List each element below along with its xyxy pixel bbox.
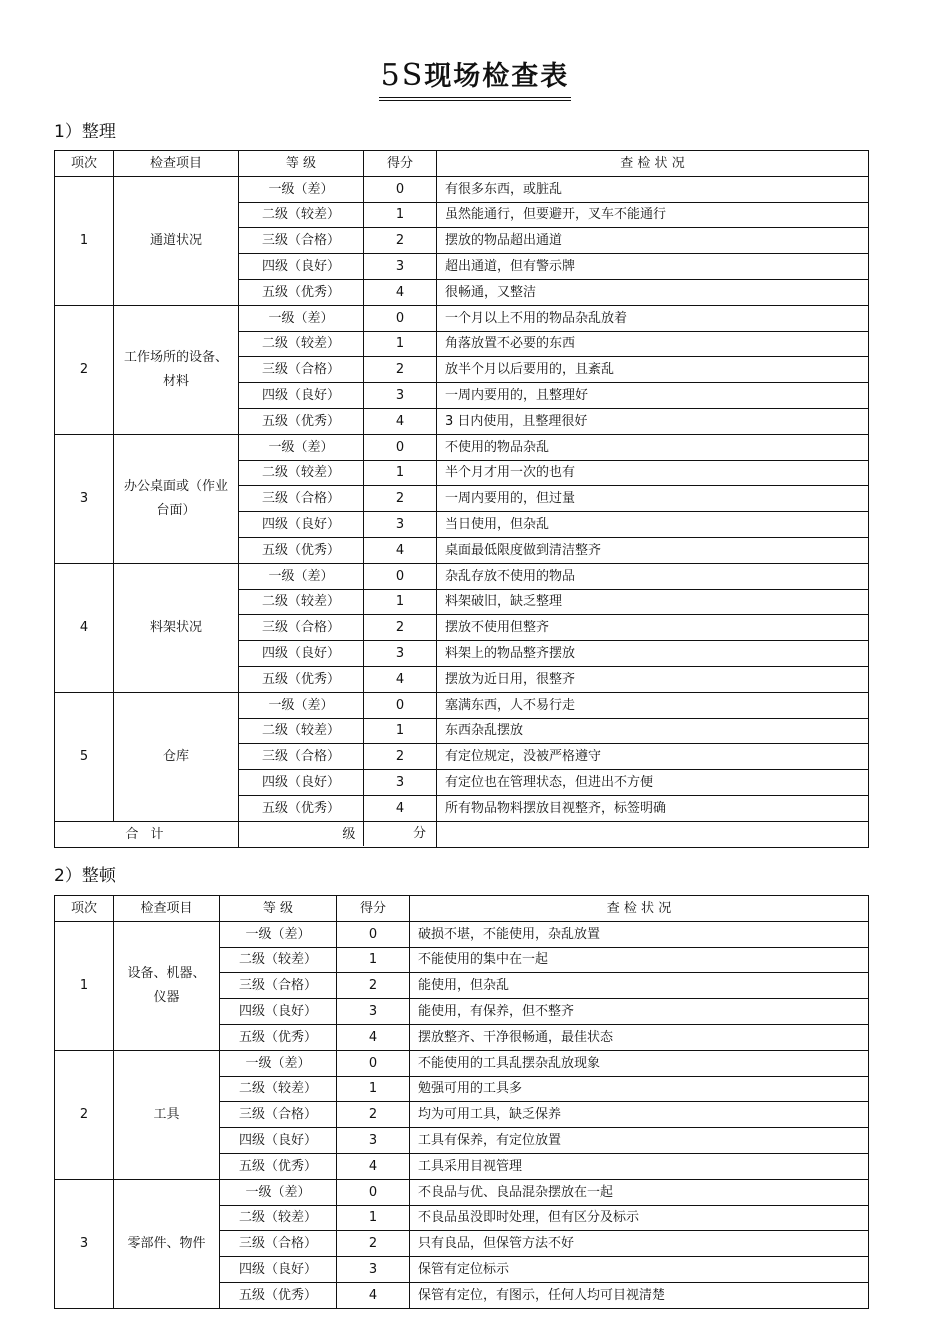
score-cell: 0	[364, 176, 437, 202]
score-cell: 4	[364, 666, 437, 692]
status-cell: 保管有定位，有图示，任何人均可目视清楚	[410, 1282, 869, 1308]
score-cell: 4	[337, 1024, 410, 1050]
score-cell: 0	[364, 305, 437, 331]
grade-level: 二级（较差）	[220, 1076, 337, 1102]
score-cell: 4	[364, 408, 437, 434]
grade-level: 一级（差）	[220, 921, 337, 947]
table-row	[55, 176, 869, 202]
status-cell: 一周内要用的，且整理好	[437, 383, 869, 409]
score-cell: 3	[364, 254, 437, 280]
grade-level: 二级（较差）	[239, 202, 364, 228]
status-cell: 能使用，有保养，但不整齐	[410, 999, 869, 1025]
grade-level: 五级（优秀）	[239, 279, 364, 305]
check-item: 零部件、物件	[114, 1179, 220, 1308]
score-cell: 3	[364, 641, 437, 667]
grade-level: 一级（差）	[239, 176, 364, 202]
status-cell: 超出通道，但有警示牌	[437, 254, 869, 280]
score-cell: 2	[364, 744, 437, 770]
score-cell: 3	[364, 383, 437, 409]
table-row	[55, 563, 869, 589]
score-cell: 0	[337, 1179, 410, 1205]
grade-level: 四级（良好）	[239, 254, 364, 280]
score-cell: 0	[364, 692, 437, 718]
grade-level: 四级（良好）	[239, 641, 364, 667]
grade-level: 一级（差）	[239, 692, 364, 718]
check-item: 工作场所的设备、材料	[114, 305, 239, 434]
section1-heading: 1）整理	[54, 122, 116, 142]
score-cell: 1	[364, 589, 437, 615]
section2-table	[54, 895, 869, 1309]
status-cell: 料架破旧，缺乏整理	[437, 589, 869, 615]
table-row	[55, 921, 869, 947]
header-level: 等 级	[239, 151, 364, 177]
status-cell: 不良品虽没即时处理，但有区分及标示	[410, 1205, 869, 1231]
header-item: 检查项目	[114, 896, 220, 922]
score-cell: 1	[364, 202, 437, 228]
section1-table	[54, 150, 869, 848]
grade-level: 三级（合格）	[239, 744, 364, 770]
check-item: 料架状况	[114, 563, 239, 692]
score-cell: 1	[364, 331, 437, 357]
status-cell: 当日使用，但杂乱	[437, 512, 869, 538]
status-cell: 不使用的物品杂乱	[437, 434, 869, 460]
total-level-score	[239, 821, 437, 847]
check-item: 办公桌面或（作业台面）	[114, 434, 239, 563]
check-item: 工具	[114, 1050, 220, 1179]
grade-level: 五级（优秀）	[239, 795, 364, 821]
grade-level: 一级（差）	[239, 563, 364, 589]
status-cell: 角落放置不必要的东西	[437, 331, 869, 357]
grade-level: 五级（优秀）	[220, 1282, 337, 1308]
status-cell: 摆放为近日用，很整齐	[437, 666, 869, 692]
grade-level: 五级（优秀）	[220, 1024, 337, 1050]
status-cell: 杂乱存放不使用的物品	[437, 563, 869, 589]
table-row	[55, 692, 869, 718]
score-cell: 4	[364, 537, 437, 563]
header-status: 查 检 状 况	[437, 151, 869, 177]
grade-level: 一级（差）	[220, 1050, 337, 1076]
grade-level: 二级（较差）	[239, 589, 364, 615]
item-number: 1	[55, 921, 114, 1050]
header-level: 等 级	[220, 896, 337, 922]
grade-level: 二级（较差）	[220, 947, 337, 973]
grade-level: 三级（合格）	[220, 973, 337, 999]
section1-body	[55, 176, 869, 821]
title-prefix: 5S	[380, 58, 425, 93]
section2-body	[55, 921, 869, 1308]
score-cell: 0	[337, 921, 410, 947]
status-cell: 桌面最低限度做到清洁整齐	[437, 537, 869, 563]
score-cell: 2	[364, 357, 437, 383]
item-number: 3	[55, 434, 114, 563]
grade-level: 二级（较差）	[239, 331, 364, 357]
score-cell: 1	[337, 1205, 410, 1231]
header-item: 检查项目	[114, 151, 239, 177]
total-label: 合 计	[55, 821, 239, 847]
grade-level: 四级（良好）	[239, 383, 364, 409]
status-cell: 有很多东西，或脏乱	[437, 176, 869, 202]
status-cell: 塞满东西，人不易行走	[437, 692, 869, 718]
status-cell: 破损不堪，不能使用，杂乱放置	[410, 921, 869, 947]
grade-level: 一级（差）	[239, 305, 364, 331]
grade-level: 一级（差）	[220, 1179, 337, 1205]
page-title-wrap	[0, 58, 950, 101]
grade-level: 四级（良好）	[220, 1128, 337, 1154]
grade-level: 四级（良好）	[220, 999, 337, 1025]
status-cell: 均为可用工具，缺乏保养	[410, 1102, 869, 1128]
grade-level: 三级（合格）	[239, 486, 364, 512]
status-cell: 很畅通，又整洁	[437, 279, 869, 305]
status-cell: 3 日内使用，且整理很好	[437, 408, 869, 434]
header-no: 项次	[55, 151, 114, 177]
table-header-row	[55, 151, 869, 177]
score-cell: 1	[337, 1076, 410, 1102]
status-cell: 不能使用的工具乱摆杂乱放现象	[410, 1050, 869, 1076]
status-cell: 一周内要用的，但过量	[437, 486, 869, 512]
total-level-unit: 级	[342, 826, 356, 842]
table-row	[55, 1050, 869, 1076]
status-cell: 不能使用的集中在一起	[410, 947, 869, 973]
item-number: 1	[55, 176, 114, 305]
item-number: 5	[55, 692, 114, 821]
score-cell: 3	[364, 512, 437, 538]
grade-level: 三级（合格）	[239, 228, 364, 254]
check-item: 仓库	[114, 692, 239, 821]
status-cell: 摆放不使用但整齐	[437, 615, 869, 641]
status-cell: 摆放整齐、干净很畅通，最佳状态	[410, 1024, 869, 1050]
grade-level: 二级（较差）	[220, 1205, 337, 1231]
status-cell: 有定位规定，没被严格遵守	[437, 744, 869, 770]
item-number: 2	[55, 1050, 114, 1179]
grade-level: 三级（合格）	[239, 357, 364, 383]
grade-level: 四级（良好）	[239, 512, 364, 538]
grade-level: 一级（差）	[239, 434, 364, 460]
score-cell: 4	[364, 795, 437, 821]
header-no: 项次	[55, 896, 114, 922]
grade-level: 三级（合格）	[220, 1231, 337, 1257]
score-cell: 4	[364, 279, 437, 305]
header-score: 得分	[337, 896, 410, 922]
score-cell: 2	[364, 486, 437, 512]
status-cell: 只有良品，但保管方法不好	[410, 1231, 869, 1257]
grade-level: 五级（优秀）	[239, 408, 364, 434]
status-cell: 工具有保养，有定位放置	[410, 1128, 869, 1154]
score-cell: 4	[337, 1153, 410, 1179]
table-row	[55, 1179, 869, 1205]
status-cell: 工具采用目视管理	[410, 1153, 869, 1179]
item-number: 4	[55, 563, 114, 692]
status-cell: 勉强可用的工具多	[410, 1076, 869, 1102]
status-cell: 摆放的物品超出通道	[437, 228, 869, 254]
total-status	[437, 821, 869, 847]
title-main: 现场检查表	[424, 61, 570, 92]
status-cell: 半个月才用一次的也有	[437, 460, 869, 486]
status-cell: 所有物品物料摆放目视整齐，标签明确	[437, 795, 869, 821]
grade-level: 三级（合格）	[220, 1102, 337, 1128]
status-cell: 能使用，但杂乱	[410, 973, 869, 999]
status-cell: 虽然能通行，但要避开，叉车不能通行	[437, 202, 869, 228]
table-header-row	[55, 896, 869, 922]
score-cell: 1	[364, 460, 437, 486]
table-row	[55, 434, 869, 460]
page-title	[379, 58, 572, 101]
section2-heading: 2）整顿	[54, 866, 116, 886]
grade-level: 五级（优秀）	[239, 666, 364, 692]
score-cell: 4	[337, 1282, 410, 1308]
status-cell: 有定位也在管理状态，但进出不方便	[437, 770, 869, 796]
score-cell: 2	[364, 228, 437, 254]
check-item: 通道状况	[114, 176, 239, 305]
total-score-unit: 分	[363, 822, 436, 846]
status-cell: 一个月以上不用的物品杂乱放着	[437, 305, 869, 331]
header-status: 查 检 状 况	[410, 896, 869, 922]
score-cell: 0	[337, 1050, 410, 1076]
score-cell: 1	[364, 718, 437, 744]
grade-level: 四级（良好）	[220, 1257, 337, 1283]
grade-level: 五级（优秀）	[220, 1153, 337, 1179]
table-row	[55, 305, 869, 331]
total-row	[55, 821, 869, 847]
score-cell: 3	[337, 1257, 410, 1283]
score-cell: 3	[337, 999, 410, 1025]
grade-level: 五级（优秀）	[239, 537, 364, 563]
score-cell: 0	[364, 563, 437, 589]
status-cell: 东西杂乱摆放	[437, 718, 869, 744]
score-cell: 1	[337, 947, 410, 973]
status-cell: 料架上的物品整齐摆放	[437, 641, 869, 667]
score-cell: 2	[337, 1231, 410, 1257]
grade-level: 二级（较差）	[239, 460, 364, 486]
grade-level: 三级（合格）	[239, 615, 364, 641]
score-cell: 3	[364, 770, 437, 796]
score-cell: 2	[337, 1102, 410, 1128]
item-number: 2	[55, 305, 114, 434]
item-number: 3	[55, 1179, 114, 1308]
score-cell: 3	[337, 1128, 410, 1154]
status-cell: 保管有定位标示	[410, 1257, 869, 1283]
score-cell: 2	[364, 615, 437, 641]
status-cell: 放半个月以后要用的，且紊乱	[437, 357, 869, 383]
score-cell: 2	[337, 973, 410, 999]
check-item: 设备、机器、仪器	[114, 921, 220, 1050]
status-cell: 不良品与优、良品混杂摆放在一起	[410, 1179, 869, 1205]
score-cell: 0	[364, 434, 437, 460]
grade-level: 二级（较差）	[239, 718, 364, 744]
grade-level: 四级（良好）	[239, 770, 364, 796]
header-score: 得分	[364, 151, 437, 177]
